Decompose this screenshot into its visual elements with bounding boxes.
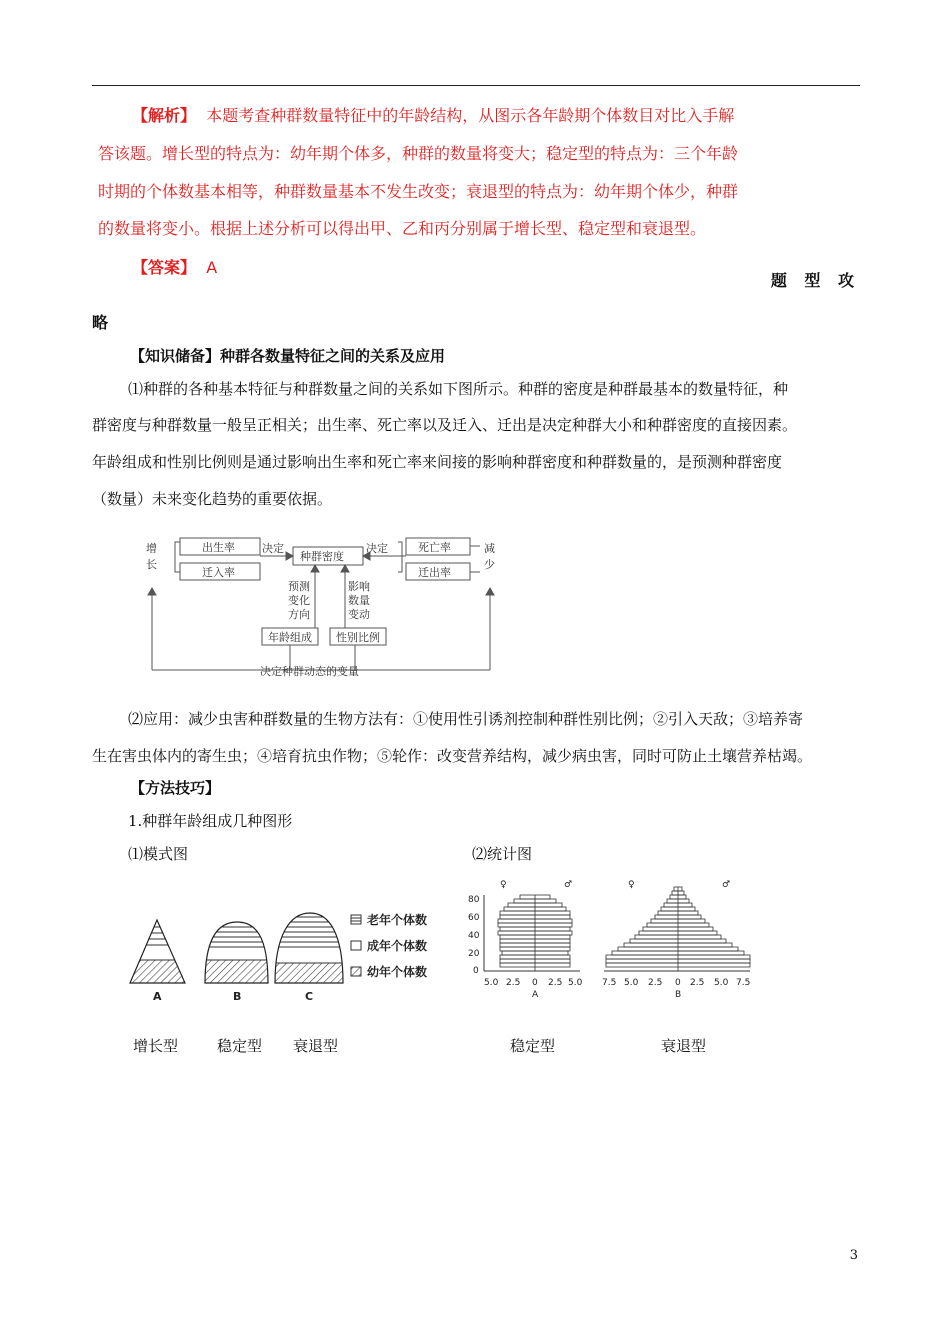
- model-a-pyramid: [125, 927, 195, 983]
- stat-label: ⑵统计图: [472, 845, 533, 863]
- flow-decide-right: 决定: [366, 542, 388, 555]
- chart-b-male: ♂: [722, 880, 731, 890]
- caption-stat-declining: 衰退型: [661, 1037, 707, 1055]
- caption-stat-stable: 稳定型: [510, 1037, 556, 1055]
- flow-death-rate: 死亡率: [418, 541, 451, 554]
- model-legend: [351, 912, 427, 979]
- answer-label: 【答案】: [132, 258, 197, 277]
- flow-affect-1: 影响: [348, 580, 370, 593]
- model-label: ⑴模式图: [128, 845, 189, 863]
- caption-stable: 稳定型: [217, 1037, 263, 1055]
- legend-young: 幼年个体数: [367, 965, 428, 979]
- model-c-shape: [270, 917, 350, 983]
- flow-affect-3: 变动: [348, 608, 370, 621]
- page-number: 3: [849, 1248, 858, 1263]
- chart-a-xtick-3: 0: [532, 978, 538, 988]
- caption-growing: 增长型: [133, 1037, 179, 1055]
- analysis-line-4: 的数量将变小。根据上述分析可以得出甲、乙和丙分别属于增长型、稳定型和衰退型。: [98, 219, 707, 238]
- flow-predict-1: 预测: [288, 580, 310, 593]
- flow-birth-rate: 出生率: [202, 541, 235, 554]
- chart-b-xtick-3: 2.5: [648, 978, 663, 988]
- analysis-line-2: 答该题。增长型的特点为：幼年期个体多，种群的数量将变大；稳定型的特点为：三个年龄: [98, 144, 739, 163]
- flow-predict-2: 变化: [288, 594, 310, 607]
- analysis-line-3: 时期的个体数基本相等，种群数量基本不发生改变；衰退型的特点为：幼年期个体少，种群: [98, 182, 739, 201]
- legend-adult: 成年个体数: [367, 939, 428, 953]
- flow-emigration: 迁出率: [418, 566, 451, 579]
- flow-immigration: 迁入率: [202, 566, 235, 579]
- answer-value: A: [206, 258, 218, 277]
- chart-a-bars: [498, 895, 572, 971]
- chart-b-xtick-4: 0: [675, 978, 681, 988]
- flow-decide-left: 决定: [262, 542, 284, 555]
- flow-predict-3: 方向: [288, 608, 310, 621]
- chart-a-xtick-4: 2.5: [548, 978, 563, 988]
- knowledge-para2-line1: ⑵应用：减少虫害种群数量的生物方法有：①使用性引诱剂控制种群性别比例；②引入天敌；③培养寄: [128, 710, 804, 728]
- flow-increase-2: 长: [146, 558, 157, 571]
- method-item1: 1.种群年龄组成几种图形: [128, 812, 293, 830]
- knowledge-para1-line3: 年龄组成和性别比例则是通过影响出生率和死亡率来间接的影响种群密度和种群数量的，是预测种群密度: [92, 453, 783, 471]
- caption-declining: 衰退型: [293, 1037, 339, 1055]
- knowledge-para1-line4: （数量）未来变化趋势的重要依据。: [92, 490, 333, 508]
- flow-bottom: 决定种群动态的变量: [260, 665, 359, 678]
- chart-b-xtick-2: 5.0: [624, 978, 639, 988]
- ytick-40: 40: [468, 931, 480, 941]
- answer-line: [132, 253, 217, 283]
- ytick-20: 20: [468, 949, 480, 959]
- chart-a-xtick-2: 2.5: [506, 978, 521, 988]
- legend-old: 老年个体数: [367, 913, 428, 927]
- ytick-80: 80: [468, 895, 480, 905]
- analysis-line-1: 【解析】 本题考查种群数量特征中的年龄结构，从图示各年龄期个体数目对比入手解: [132, 106, 735, 125]
- chart-b-xtick-5: 2.5: [690, 978, 705, 988]
- chart-b-bars: [606, 887, 750, 971]
- chart-a-xtick-5: 5.0: [568, 978, 583, 988]
- flow-decrease-2: 少: [484, 558, 495, 571]
- knowledge-title: 【知识储备】种群各数量特征之间的关系及应用: [130, 347, 446, 365]
- knowledge-para1-line1: ⑴种群的各种基本特征与种群数量之间的关系如下图所示。种群的密度是种群最基本的数量特征，种: [128, 380, 789, 398]
- chart-b-xtick-6: 5.0: [714, 978, 729, 988]
- header-rule: [92, 85, 860, 86]
- section-title-part2: 略: [92, 313, 109, 332]
- chart-b-female: ♀: [628, 880, 635, 890]
- section-title-part1: 题 型 攻: [770, 271, 860, 290]
- chart-a-female: ♀: [500, 880, 507, 890]
- chart-a-letter: A: [532, 990, 539, 1000]
- ytick-60: 60: [468, 913, 480, 923]
- chart-b-xtick-1: 7.5: [602, 978, 617, 988]
- chart-a-male: ♂: [564, 880, 573, 890]
- age-structure-model-figure: [125, 905, 445, 1005]
- model-b-shape: [200, 927, 275, 983]
- flow-density: 种群密度: [300, 550, 344, 563]
- chart-b-xtick-7: 7.5: [736, 978, 751, 988]
- age-structure-stat-figure: [460, 875, 760, 1005]
- flow-decrease-1: 减: [484, 542, 495, 555]
- method-title: 【方法技巧】: [130, 779, 221, 797]
- flow-affect-2: 数量: [348, 594, 370, 607]
- ytick-0: 0: [473, 966, 479, 976]
- model-letter-b: B: [233, 990, 242, 1003]
- chart-a-xtick-1: 5.0: [484, 978, 499, 988]
- flow-sex: 性别比例: [336, 631, 380, 644]
- chart-b-letter: B: [675, 990, 682, 1000]
- population-relationship-diagram: [140, 530, 510, 690]
- model-letter-c: C: [305, 990, 314, 1003]
- flow-increase-1: 增: [146, 542, 157, 555]
- analysis-label: 【解析】: [132, 106, 197, 125]
- model-letter-a: A: [153, 990, 162, 1003]
- flow-age: 年龄组成: [268, 631, 312, 644]
- knowledge-para1-line2: 群密度与种群数量一般呈正相关；出生率、死亡率以及迁入、迁出是决定种群大小和种群密度的直接因素。: [92, 416, 798, 434]
- knowledge-para2-line2: 生在害虫体内的寄生虫；④培育抗虫作物；⑤轮作：改变营养结构，减少病虫害，同时可防止土壤营养枯竭。: [92, 747, 813, 765]
